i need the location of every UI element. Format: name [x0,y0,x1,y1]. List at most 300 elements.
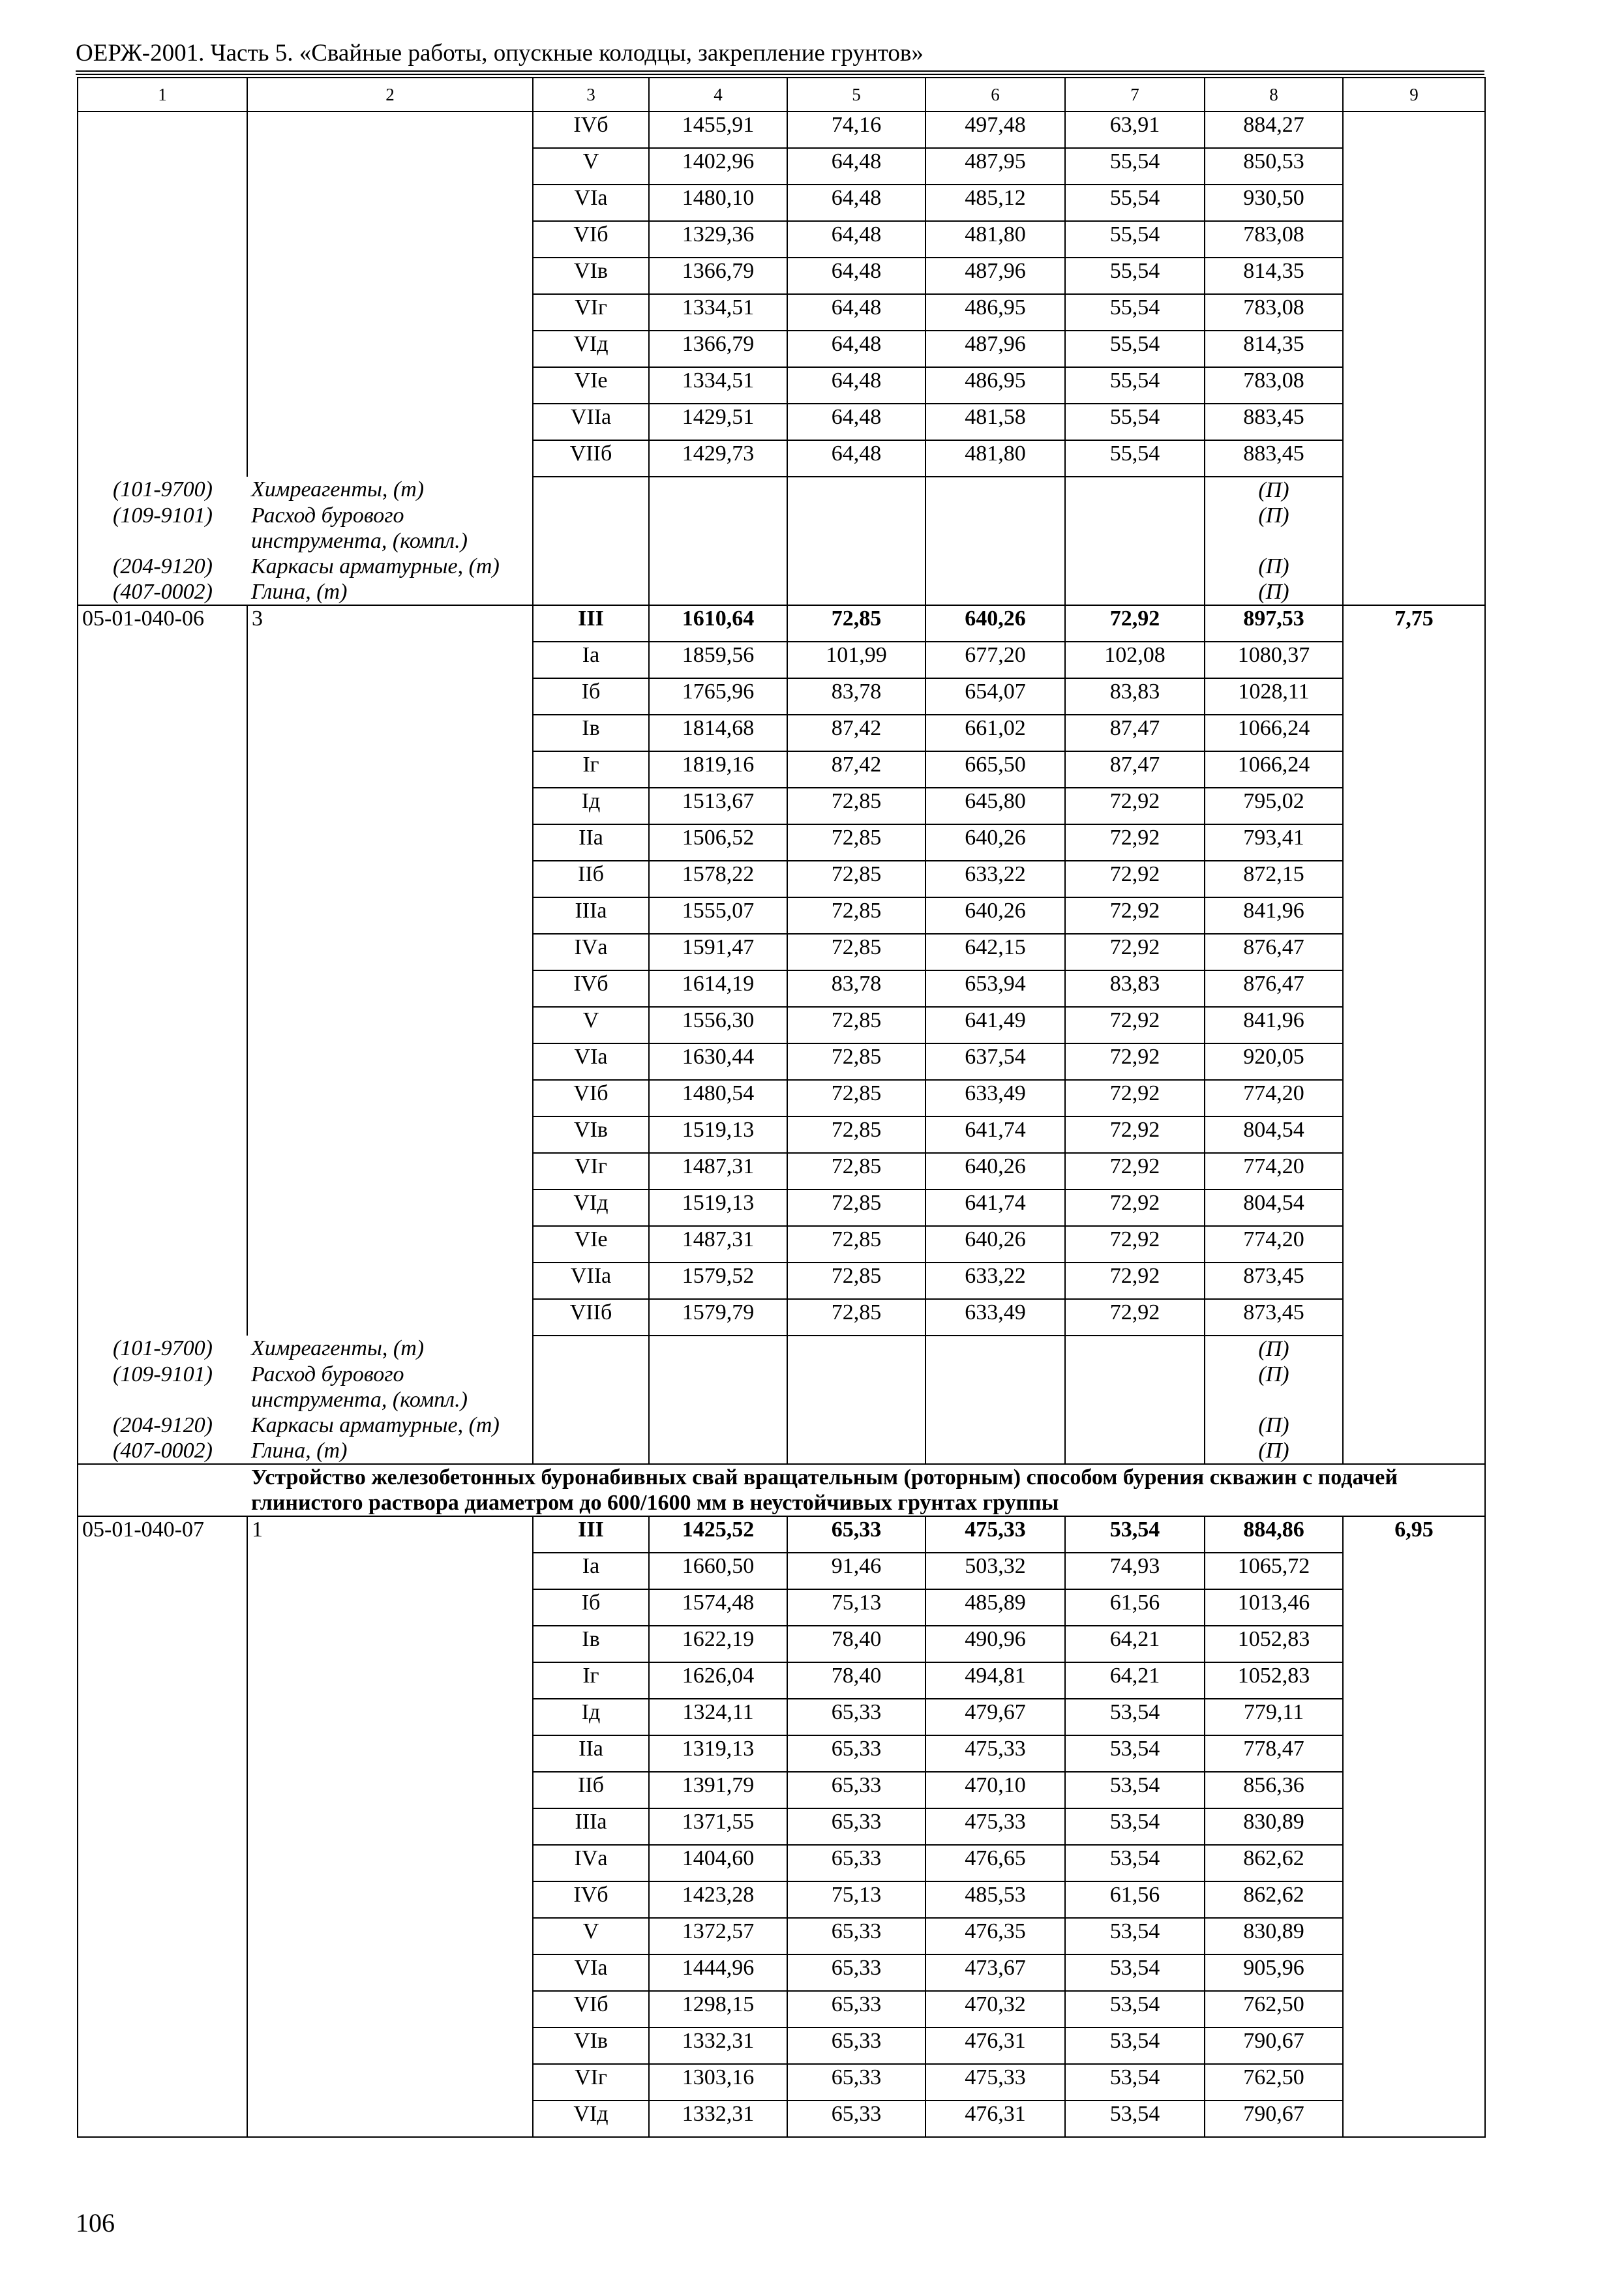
empty-cell [787,579,925,605]
table-row [78,1845,1485,1881]
table-row [78,1336,1485,1362]
value-cell: 72,92 [1065,824,1205,861]
total-cell [1343,404,1485,440]
soil-category: VIIа [533,404,649,440]
value-cell: 830,89 [1205,1808,1343,1845]
total-cell [1343,1299,1485,1336]
value-cell: 640,26 [925,897,1065,934]
value-cell: 487,96 [925,258,1065,294]
empty-cell [1065,503,1205,554]
soil-category: IVб [533,1881,649,1918]
table-row [78,1553,1485,1589]
resource-name: Каркасы арматурные, (т) [247,1413,533,1438]
value-cell: 1579,79 [649,1299,787,1336]
soil-category: IIIа [533,1808,649,1845]
value-cell: 795,02 [1205,788,1343,824]
column-number: 9 [1343,78,1485,112]
empty-cell [925,503,1065,554]
rate-code-cell [78,751,247,788]
resource-code: (204-9120) [78,1413,247,1438]
soil-category: IIа [533,1735,649,1772]
soil-category: VIг [533,294,649,331]
value-cell: 87,42 [787,751,925,788]
table-row [78,1153,1485,1189]
soil-category: IIб [533,861,649,897]
table-row [78,1007,1485,1043]
empty-cell [1343,1336,1485,1362]
value-cell: 661,02 [925,715,1065,751]
value-cell: 87,42 [787,715,925,751]
value-cell: 1391,79 [649,1772,787,1808]
value-cell: 75,13 [787,1881,925,1918]
value-cell: 790,67 [1205,2027,1343,2064]
value-cell: 804,54 [1205,1116,1343,1153]
soil-category: IIIа [533,897,649,934]
rate-code-cell [78,1116,247,1153]
soil-category: Iв [533,1626,649,1662]
value-cell: 779,11 [1205,1699,1343,1735]
total-cell [1343,1735,1485,1772]
value-cell: 774,20 [1205,1153,1343,1189]
empty-cell [1065,1336,1205,1362]
total-cell [1343,1043,1485,1080]
soil-category: VIв [533,1116,649,1153]
value-cell: 783,08 [1205,221,1343,258]
value-cell: 72,92 [1065,605,1205,642]
value-cell: 1319,13 [649,1735,787,1772]
value-cell: 470,10 [925,1772,1065,1808]
value-cell: 83,83 [1065,678,1205,715]
rate-code-cell [78,1991,247,2027]
soil-category: VIа [533,1043,649,1080]
rate-code-cell [78,1263,247,1299]
table-row [78,751,1485,788]
value-cell: 485,89 [925,1589,1065,1626]
value-cell: 920,05 [1205,1043,1343,1080]
value-cell: 55,54 [1065,367,1205,404]
value-cell: 72,92 [1065,1007,1205,1043]
value-cell: 1519,13 [649,1116,787,1153]
table-row [78,1362,1485,1413]
table-row [78,1080,1485,1116]
empty-cell [787,554,925,579]
value-cell: 83,83 [1065,970,1205,1007]
soil-category: V [533,148,649,185]
table-row [78,1263,1485,1299]
value-cell: 640,26 [925,824,1065,861]
soil-category: IVа [533,1845,649,1881]
value-cell: 65,33 [787,1918,925,1954]
rate-code-cell [78,1735,247,1772]
value-cell: 640,26 [925,1226,1065,1263]
table-row [78,642,1485,678]
soil-category: VIе [533,1226,649,1263]
total-cell [1343,751,1485,788]
soil-category: VIг [533,1153,649,1189]
resource-name: Глина, (т) [247,579,533,605]
value-cell: 876,47 [1205,934,1343,970]
value-cell: 790,67 [1205,2101,1343,2137]
empty-cell [533,579,649,605]
value-cell: 475,33 [925,1808,1065,1845]
table-row [78,1881,1485,1918]
soil-category: VIб [533,1080,649,1116]
value-cell: 72,85 [787,824,925,861]
resource-name: Каркасы арматурные, (т) [247,554,533,579]
value-cell: 1444,96 [649,1954,787,1991]
value-cell: 1630,44 [649,1043,787,1080]
value-cell: 53,54 [1065,1954,1205,1991]
description-cell [247,367,533,404]
value-cell: 485,53 [925,1881,1065,1918]
description-cell [247,1080,533,1116]
empty-cell [1343,477,1485,503]
total-cell [1343,1189,1485,1226]
value-cell: 64,48 [787,367,925,404]
description-cell [247,897,533,934]
description-cell [247,1626,533,1662]
value-cell: 481,80 [925,440,1065,477]
rate-code-cell [78,1699,247,1735]
empty-cell [925,554,1065,579]
value-cell: 762,50 [1205,2064,1343,2101]
value-cell: 72,92 [1065,1043,1205,1080]
empty-cell [649,1438,787,1464]
table-row [78,477,1485,503]
value-cell: 774,20 [1205,1080,1343,1116]
rate-code-cell [78,404,247,440]
total-cell [1343,678,1485,715]
value-cell: 1324,11 [649,1699,787,1735]
value-cell: 53,54 [1065,1991,1205,2027]
value-cell: 72,92 [1065,1263,1205,1299]
total-cell [1343,2101,1485,2137]
table-row [78,1772,1485,1808]
rate-code-cell [78,1772,247,1808]
value-cell: 487,95 [925,148,1065,185]
rate-code-cell [78,148,247,185]
rate-code-cell [78,1845,247,1881]
empty-cell [787,503,925,554]
value-cell: 72,92 [1065,1153,1205,1189]
value-cell: 481,80 [925,221,1065,258]
value-cell: 486,95 [925,294,1065,331]
rate-code-cell [78,1226,247,1263]
total-cell [1343,1116,1485,1153]
rate-code-cell [78,861,247,897]
value-cell: 53,54 [1065,1772,1205,1808]
value-cell: 87,47 [1065,715,1205,751]
soil-category: IVб [533,112,649,148]
value-cell: 783,08 [1205,367,1343,404]
value-cell: 53,54 [1065,1918,1205,1954]
value-cell: 494,81 [925,1662,1065,1699]
total-cell [1343,440,1485,477]
value-cell: 487,96 [925,331,1065,367]
value-cell: 64,48 [787,404,925,440]
value-cell: 65,33 [787,2064,925,2101]
description-cell [247,934,533,970]
value-cell: 884,86 [1205,1516,1343,1553]
value-cell: 1052,83 [1205,1662,1343,1699]
table-row [78,1043,1485,1080]
table-row [78,221,1485,258]
value-cell: 53,54 [1065,1516,1205,1553]
table-row [78,1299,1485,1336]
total-cell [1343,1699,1485,1735]
value-cell: 72,92 [1065,897,1205,934]
total-cell [1343,258,1485,294]
resource-name: Глина, (т) [247,1438,533,1464]
soil-category: III [533,1516,649,1553]
table-row [78,440,1485,477]
value-cell: 64,48 [787,440,925,477]
empty-cell [649,1413,787,1438]
empty-cell [649,1336,787,1362]
value-cell: 1429,73 [649,440,787,477]
description-cell [247,1226,533,1263]
value-cell: 905,96 [1205,1954,1343,1991]
value-cell: 873,45 [1205,1263,1343,1299]
total-cell [1343,1153,1485,1189]
column-number: 6 [925,78,1065,112]
value-cell: 1366,79 [649,258,787,294]
table-row [78,112,1485,148]
value-cell: 473,67 [925,1954,1065,1991]
empty-cell [1343,1413,1485,1438]
value-cell: 65,33 [787,1808,925,1845]
empty-cell [1065,1438,1205,1464]
value-cell: 872,15 [1205,861,1343,897]
value-cell: 677,20 [925,642,1065,678]
rate-code-cell [78,1043,247,1080]
rate-code-cell [78,294,247,331]
column-number: 2 [247,78,533,112]
value-cell: 1487,31 [649,1226,787,1263]
section-heading: Устройство железобетонных буронабивных свай вращательным (роторным) способом бурения скважин с подачей глинистого раствора диаметром до 600/1600 мм в неустойчивых грунтах группы [247,1464,1485,1516]
table-row [78,824,1485,861]
value-cell: 72,85 [787,1226,925,1263]
rate-code-cell [78,678,247,715]
table-row [78,1189,1485,1226]
total-cell [1343,1080,1485,1116]
soil-category: VIа [533,185,649,221]
value-cell: 64,48 [787,221,925,258]
value-cell: 1303,16 [649,2064,787,2101]
rate-code-cell [78,1080,247,1116]
value-cell: 1574,48 [649,1589,787,1626]
empty-cell [925,1413,1065,1438]
rate-code-cell [78,185,247,221]
value-cell: 1371,55 [649,1808,787,1845]
value-cell: 1513,67 [649,788,787,824]
table-row [78,1626,1485,1662]
value-cell: 1626,04 [649,1662,787,1699]
table-row [78,404,1485,440]
description-cell [247,1808,533,1845]
table-row [78,788,1485,824]
soil-category: Iд [533,1699,649,1735]
rate-code-cell [78,715,247,751]
empty-cell [533,503,649,554]
value-cell: 72,92 [1065,1189,1205,1226]
table-row [78,934,1485,970]
value-cell: 74,93 [1065,1553,1205,1589]
price-table [77,77,1486,2138]
soil-category: VIе [533,367,649,404]
value-cell: 72,92 [1065,1080,1205,1116]
resource-code: (407-0002) [78,579,247,605]
rate-code-cell [78,897,247,934]
total-cell [1343,1845,1485,1881]
column-number: 5 [787,78,925,112]
total-cell [1343,934,1485,970]
value-cell: 72,85 [787,1043,925,1080]
total-cell [1343,185,1485,221]
empty-cell [925,1438,1065,1464]
table-row [78,678,1485,715]
total-cell [1343,1881,1485,1918]
empty-cell [925,1336,1065,1362]
value-cell: 55,54 [1065,148,1205,185]
value-cell: 476,35 [925,1918,1065,1954]
value-cell: 841,96 [1205,897,1343,934]
total-cell [1343,897,1485,934]
value-cell: 793,41 [1205,824,1343,861]
soil-category: III [533,605,649,642]
total-cell [1343,1007,1485,1043]
soil-category: VIг [533,2064,649,2101]
value-cell: 1334,51 [649,367,787,404]
value-cell: 72,85 [787,934,925,970]
value-cell: 53,54 [1065,2101,1205,2137]
total-cell [1343,1626,1485,1662]
empty-cell [787,1336,925,1362]
description-cell [247,1991,533,2027]
description-cell [247,1116,533,1153]
total-cell [1343,1954,1485,1991]
description-cell [247,1589,533,1626]
description-cell [247,861,533,897]
description-cell [247,2101,533,2137]
value-cell: 101,99 [787,642,925,678]
rate-code-cell [78,642,247,678]
soil-category: VIд [533,1189,649,1226]
value-cell: 72,85 [787,1153,925,1189]
total-cell [1343,1553,1485,1589]
empty-cell [1065,554,1205,579]
soil-category: VIв [533,2027,649,2064]
value-cell: 72,85 [787,1007,925,1043]
resource-code: (101-9700) [78,1336,247,1362]
description-cell [247,1553,533,1589]
value-cell: 633,22 [925,861,1065,897]
value-cell: 475,33 [925,1735,1065,1772]
description-cell [247,1153,533,1189]
value-cell: 72,85 [787,1116,925,1153]
value-cell: 53,54 [1065,2027,1205,2064]
value-cell: 503,32 [925,1553,1065,1589]
value-cell: 1614,19 [649,970,787,1007]
empty-cell [925,579,1065,605]
value-cell: 72,85 [787,788,925,824]
value-cell: 74,16 [787,112,925,148]
description-cell [247,185,533,221]
rate-code-cell [78,1007,247,1043]
empty-cell [649,579,787,605]
value-cell: 83,78 [787,970,925,1007]
table-row [78,367,1485,404]
value-cell: 65,33 [787,1516,925,1553]
description-cell [247,404,533,440]
value-cell: 75,13 [787,1589,925,1626]
value-cell: 1013,46 [1205,1589,1343,1626]
empty-cell [1065,477,1205,503]
empty-cell [787,1362,925,1413]
value-cell: 1859,56 [649,642,787,678]
value-cell: 65,33 [787,1735,925,1772]
table-row [78,2101,1485,2137]
value-cell: 1579,52 [649,1263,787,1299]
table-body [78,78,1485,2137]
total-cell [1343,715,1485,751]
soil-category: VIIа [533,1263,649,1299]
empty-cell [1343,1362,1485,1413]
empty-cell [925,1362,1065,1413]
description-cell [247,1845,533,1881]
value-cell: 61,56 [1065,1589,1205,1626]
empty-cell [533,1413,649,1438]
value-cell: 65,33 [787,1991,925,2027]
value-cell: 476,31 [925,2101,1065,2137]
value-cell: 64,48 [787,258,925,294]
value-cell: 64,21 [1065,1626,1205,1662]
value-cell: 72,85 [787,1080,925,1116]
empty-cell [533,554,649,579]
value-cell: 83,78 [787,678,925,715]
total-cell [1343,367,1485,404]
total-cell: 6,95 [1343,1516,1485,1553]
description-cell [247,1662,533,1699]
total-cell [1343,1991,1485,2027]
value-cell: 1065,72 [1205,1553,1343,1589]
empty-cell [787,1438,925,1464]
resource-value: (П) [1205,503,1343,554]
soil-category: V [533,1918,649,1954]
value-cell: 65,33 [787,1699,925,1735]
empty-cell [787,1413,925,1438]
table-row [78,1226,1485,1263]
value-cell: 53,54 [1065,1845,1205,1881]
value-cell: 641,49 [925,1007,1065,1043]
value-cell: 1610,64 [649,605,787,642]
value-cell: 55,54 [1065,440,1205,477]
value-cell: 783,08 [1205,294,1343,331]
table-row [78,1464,1485,1516]
value-cell: 1578,22 [649,861,787,897]
value-cell: 1480,54 [649,1080,787,1116]
table-row [78,715,1485,751]
description-cell [247,1772,533,1808]
value-cell: 1332,31 [649,2101,787,2137]
value-cell: 1080,37 [1205,642,1343,678]
total-cell [1343,1918,1485,1954]
value-cell: 72,85 [787,1189,925,1226]
empty-cell [649,554,787,579]
value-cell: 642,15 [925,934,1065,970]
value-cell: 640,26 [925,605,1065,642]
resource-value: (П) [1205,1362,1343,1413]
